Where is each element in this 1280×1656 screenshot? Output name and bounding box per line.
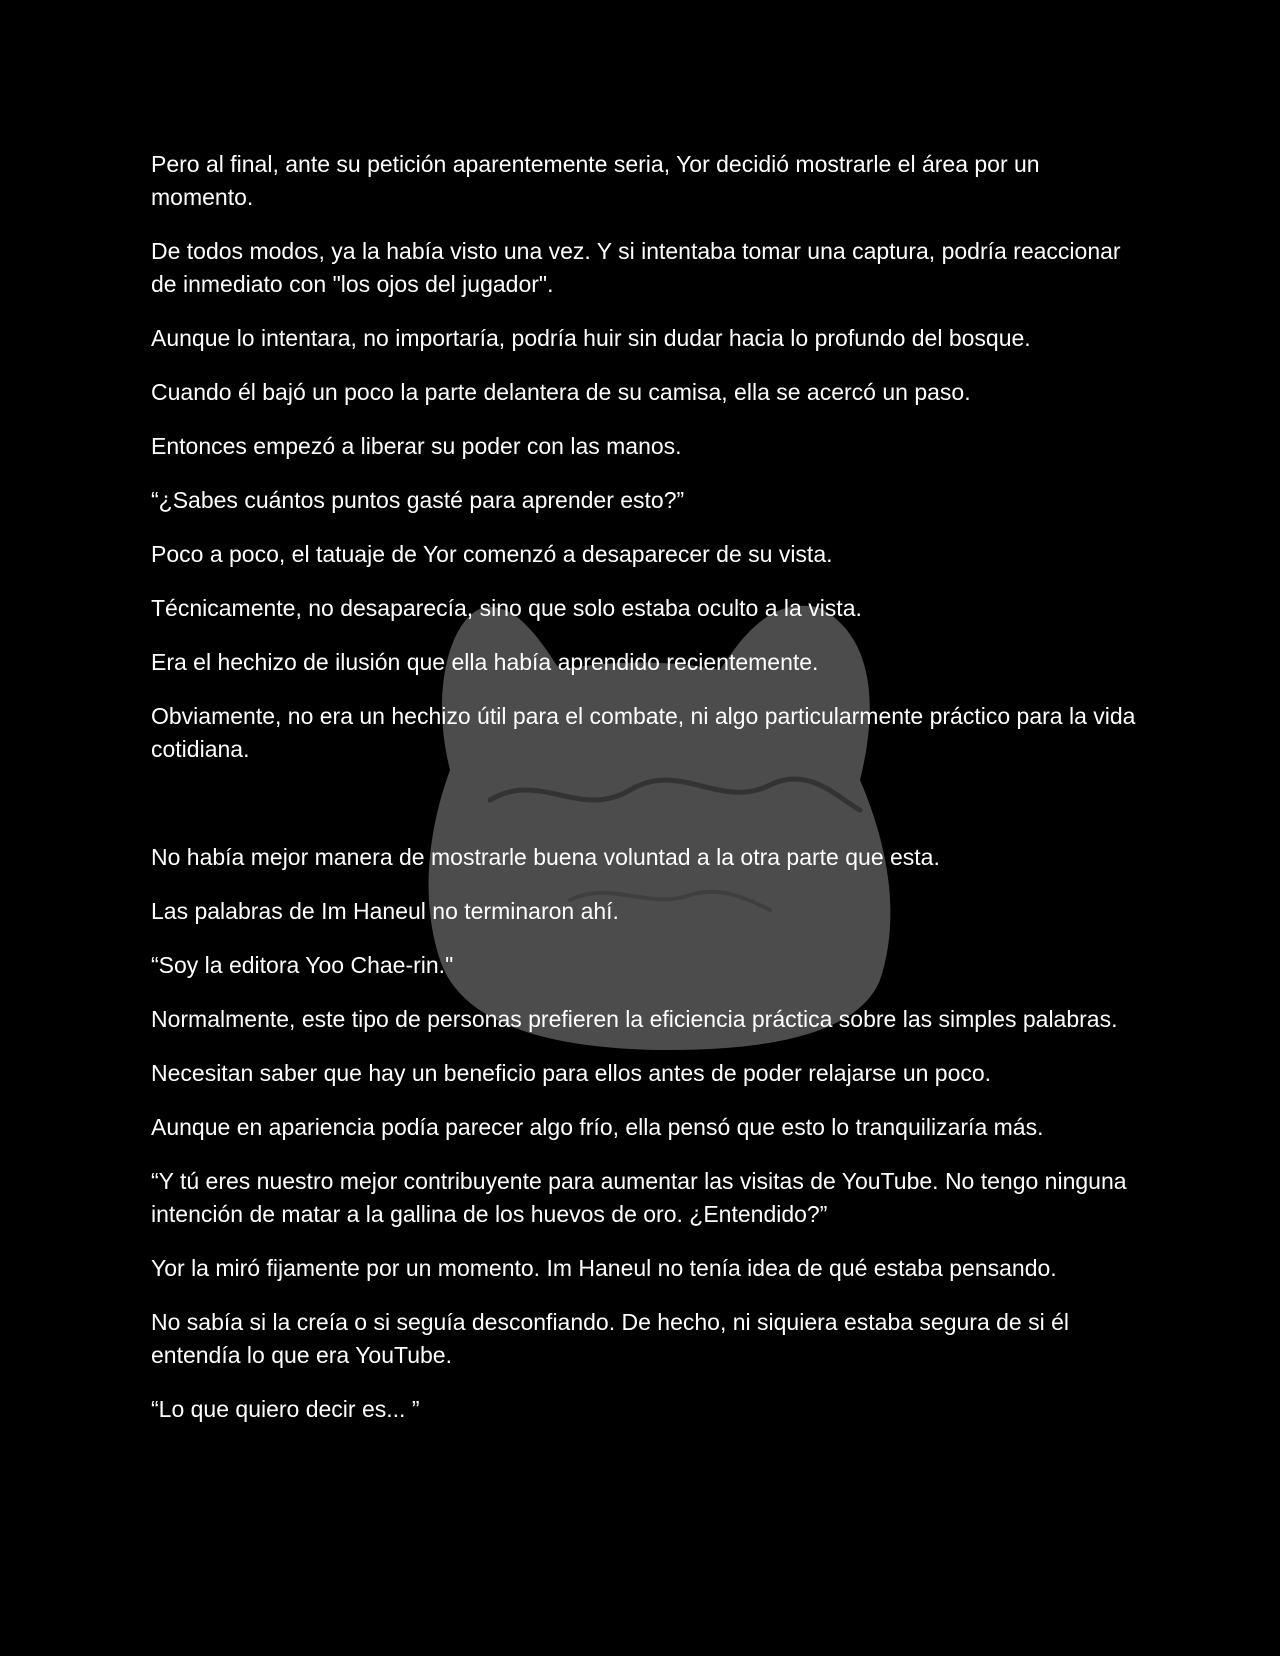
paragraph: Técnicamente, no desaparecía, sino que solo estaba oculto a la vista. [151, 595, 862, 621]
paragraph: Aunque en apariencia podía parecer algo frío, ella pensó que esto lo tranquilizaría más. [151, 1114, 1044, 1140]
paragraph: No había mejor manera de mostrarle buena voluntad a la otra parte que esta. [151, 844, 940, 870]
paragraph: Normalmente, este tipo de personas prefieren la eficiencia práctica sobre las simples palabras. [151, 1006, 1118, 1032]
paragraph: Aunque lo intentara, no importaría, podría huir sin dudar hacia lo profundo del bosque. [151, 325, 1031, 351]
paragraph: “¿Sabes cuántos puntos gasté para aprender esto?” [151, 487, 685, 513]
paragraph: Obviamente, no era un hechizo útil para el combate, ni algo particularmente práctico para la vida cotidiana. [151, 703, 1136, 762]
paragraph: Era el hechizo de ilusión que ella había aprendido recientemente. [151, 649, 819, 675]
paragraph: “Y tú eres nuestro mejor contribuyente para aumentar las visitas de YouTube. No tengo ninguna intención de matar a la gallina de los huevos de oro. ¿Entendido?” [151, 1168, 1127, 1227]
paragraph: Necesitan saber que hay un beneficio para ellos antes de poder relajarse un poco. [151, 1060, 992, 1086]
blank-line [151, 787, 1141, 820]
paragraph: Poco a poco, el tatuaje de Yor comenzó a desaparecer de su vista. [151, 541, 833, 567]
paragraph: “Soy la editora Yoo Chae-rin." [151, 952, 454, 978]
paragraph: Pero al final, ante su petición aparentemente seria, Yor decidió mostrarle el área por un momento. [151, 151, 1040, 210]
paragraph: De todos modos, ya la había visto una vez. Y si intentaba tomar una captura, podría reaccionar de inmediato con "los ojos del jugador". [151, 238, 1121, 297]
paragraph: Las palabras de Im Haneul no terminaron ahí. [151, 898, 619, 924]
paragraph: Entonces empezó a liberar su poder con las manos. [151, 433, 682, 459]
paragraph: Yor la miró fijamente por un momento. Im Haneul no tenía idea de qué estaba pensando. [151, 1255, 1057, 1281]
paragraph: “Lo que quiero decir es... ” [151, 1396, 420, 1422]
paragraph: Cuando él bajó un poco la parte delantera de su camisa, ella se acercó un paso. [151, 379, 971, 405]
paragraph: No sabía si la creía o si seguía desconfiando. De hecho, ni siquiera estaba segura de si él entendía lo que era YouTube. [151, 1309, 1070, 1368]
body-text [151, 148, 1141, 1447]
